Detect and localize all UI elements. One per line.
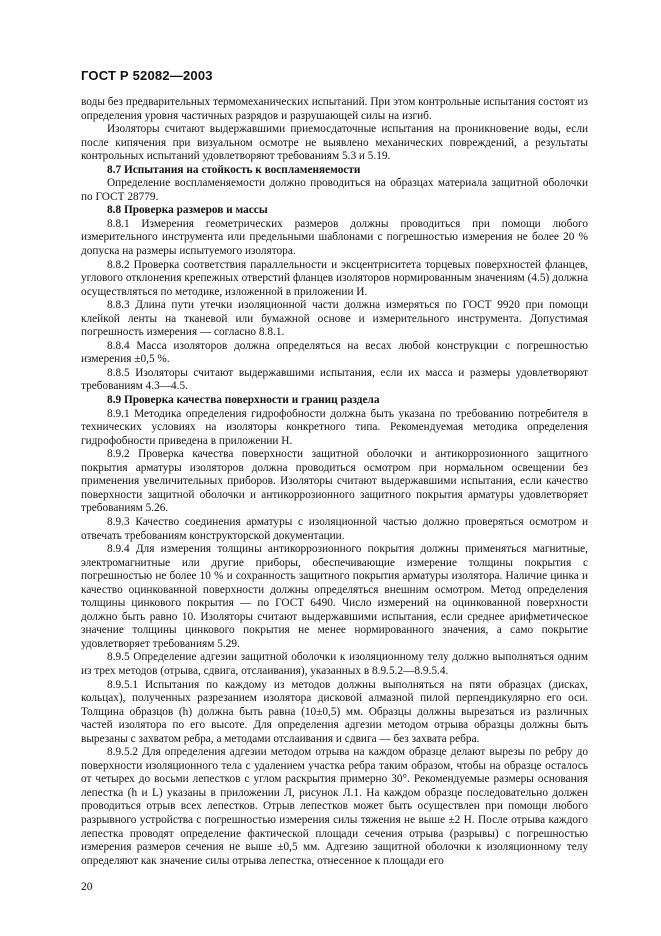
page-number: 20	[81, 881, 93, 893]
paragraph: 8.9.1 Методика определения гидрофобности должна быть указана по требованию потребителя в технических условиях на изоляторы конкретного типа. Рекомендуемая методика определения гидрофобности приведена в приложении Н.	[81, 407, 588, 447]
paragraph: 8.8.1 Измерения геометрических размеров должны проводиться при помощи любого измерительного инструмента или предельными шаблонами с погрешностью измерения не более 20 % допуска на размеры испытуемого изолятора.	[81, 217, 588, 258]
paragraph: воды без предварительных термомеханических испытаний. При этом контрольные испытания состоят из определения уровня частичных разрядов и разрушающей силы на изгиб.	[81, 96, 588, 122]
paragraph: 8.8.5 Изоляторы считают выдержавшими испытания, если их масса и размеры удовлетворяют требованиям 4.3—4.5.	[81, 366, 588, 393]
paragraph: 8.9.5 Определение адгезии защитной оболочки к изоляционному телу должно выполняться одним из трех методов (отрыва, сдвига, отслаивания), указанных в 8.9.5.2—8.9.5.4.	[81, 651, 588, 677]
paragraph: 8.9.2 Проверка качества поверхности защитной оболочки и антикоррозионного защитного покрытия арматуры изоляторов должна проводиться осмотром при нормальном освещении без применения увеличительных приборов. Изоляторы считают выдержавшими испытания, если качество поверхности защитной оболочки и антикоррозионного защитного покрытия арматуры удовлетворяет требованиям 5.26.	[81, 448, 588, 515]
document-header: ГОСТ Р 52082—2003	[81, 68, 213, 83]
paragraph: Изоляторы считают выдержавшими приемосдаточные испытания на проникновение воды, если после кипячения при визуальном осмотре не выявлено механических повреждений, а результаты контрольных испытаний удовлетворяют требованиям 5.3 и 5.19.	[81, 123, 588, 163]
paragraph: 8.9.3 Качество соединения арматуры с изоляционной частью должно проверяться осмотром и отвечать требованиям конструкторской документации.	[81, 515, 588, 542]
paragraph: 8.9.4 Для измерения толщины антикоррозионного покрытия должны применяться магнитные, электромагнитные или другие приборы, обеспечивающие измерение толщины покрытия с погрешностью не более 10 % и сохранность защитного покрытия арматуры изолятора. Наличие цинка и качество оцинкованной поверхности должны определяться внешним осмотром. Метод определения толщины цинкового покрытия — по ГОСТ 6490. Число измерений на оцинкованной поверхности должно быть равно 10. Изоляторы считают выдержавшими испытания, если среднее арифметическое значение толщины цинкового покрытия не менее нормированного значения, а само покрытие удовлетворяет требованиям 5.29.	[81, 543, 588, 650]
paragraph: 8.8.3 Длина пути утечки изоляционной части должна измеряться по ГОСТ 9920 при помощи клейкой ленты на тканевой или бумажной основе и измерительного инструмента. Допустимая погрешность измерения — согласно 8.8.1.	[81, 299, 588, 339]
paragraph: 8.8.2 Проверка соответствия параллельности и эксцентриситета торцевых поверхностей фланцев, углового отклонения крепежных отверстий фланцев изоляторов нормированным значениям (4.5) должна осуществляться по методике, изложенной в приложении И.	[81, 258, 588, 298]
paragraph: Определение воспламеняемости должно проводиться на образцах материала защитной оболочки по ГОСТ 28779.	[81, 177, 588, 203]
paragraph: 8.9.5.2 Для определения адгезии методом отрыва на каждом образце делают вырезы по ребру до поверхности изоляционного тела с удалением участка ребра таким образом, чтобы на образце осталось от четырех до восьми лепестков с углом раскрытия примерно 30°. Рекомендуемые размеры основания лепестка (h и L) указаны в приложении Л, рисунок Л.1. На каждом образце последовательно должен проводиться отрыв всех лепестков. Отрыв лепестков может быть осуществлен при помощи любого разрывного устройства с погрешностью измерения силы тяжения не выше ±2 Н. После отрыва каждого лепестка проводят определение фактической площади сечения отрыва (разрывы) с погрешностью измерения размеров сечения не выше ±0,5 мм. Адгезию защитной оболочки к изоляционному телу определяют как значение силы отрыва лепестка, отнесенное к площади его	[81, 746, 588, 867]
paragraph: 8.8.4 Масса изоляторов должна определяться на весах любой конструкции с погрешностью измерения ±0,5 %.	[81, 339, 588, 366]
paragraph: 8.9.5.1 Испытания по каждому из методов должны выполняться на пяти образцах (дисках, кольцах), полученных разрезанием изолятора дисковой алмазной пилой перпендикулярно его оси. Толщина образцов (h) должна быть равна (10±0,5) мм. Образцы должны вырезаться из различных частей изолятора по его высоте. Для определения адгезии методом отрыва образцы должны быть вырезаны с захватом ребра, а методами отслаивания и сдвига — без захвата ребра.	[81, 678, 588, 745]
section-heading-8-9: 8.9 Проверка качества поверхности и границ раздела	[107, 394, 380, 407]
document-body	[81, 96, 588, 868]
section-heading-8-8: 8.8 Проверка размеров и массы	[107, 204, 268, 217]
section-heading-8-7: 8.7 Испытания на стойкость к воспламеняемости	[107, 163, 361, 176]
